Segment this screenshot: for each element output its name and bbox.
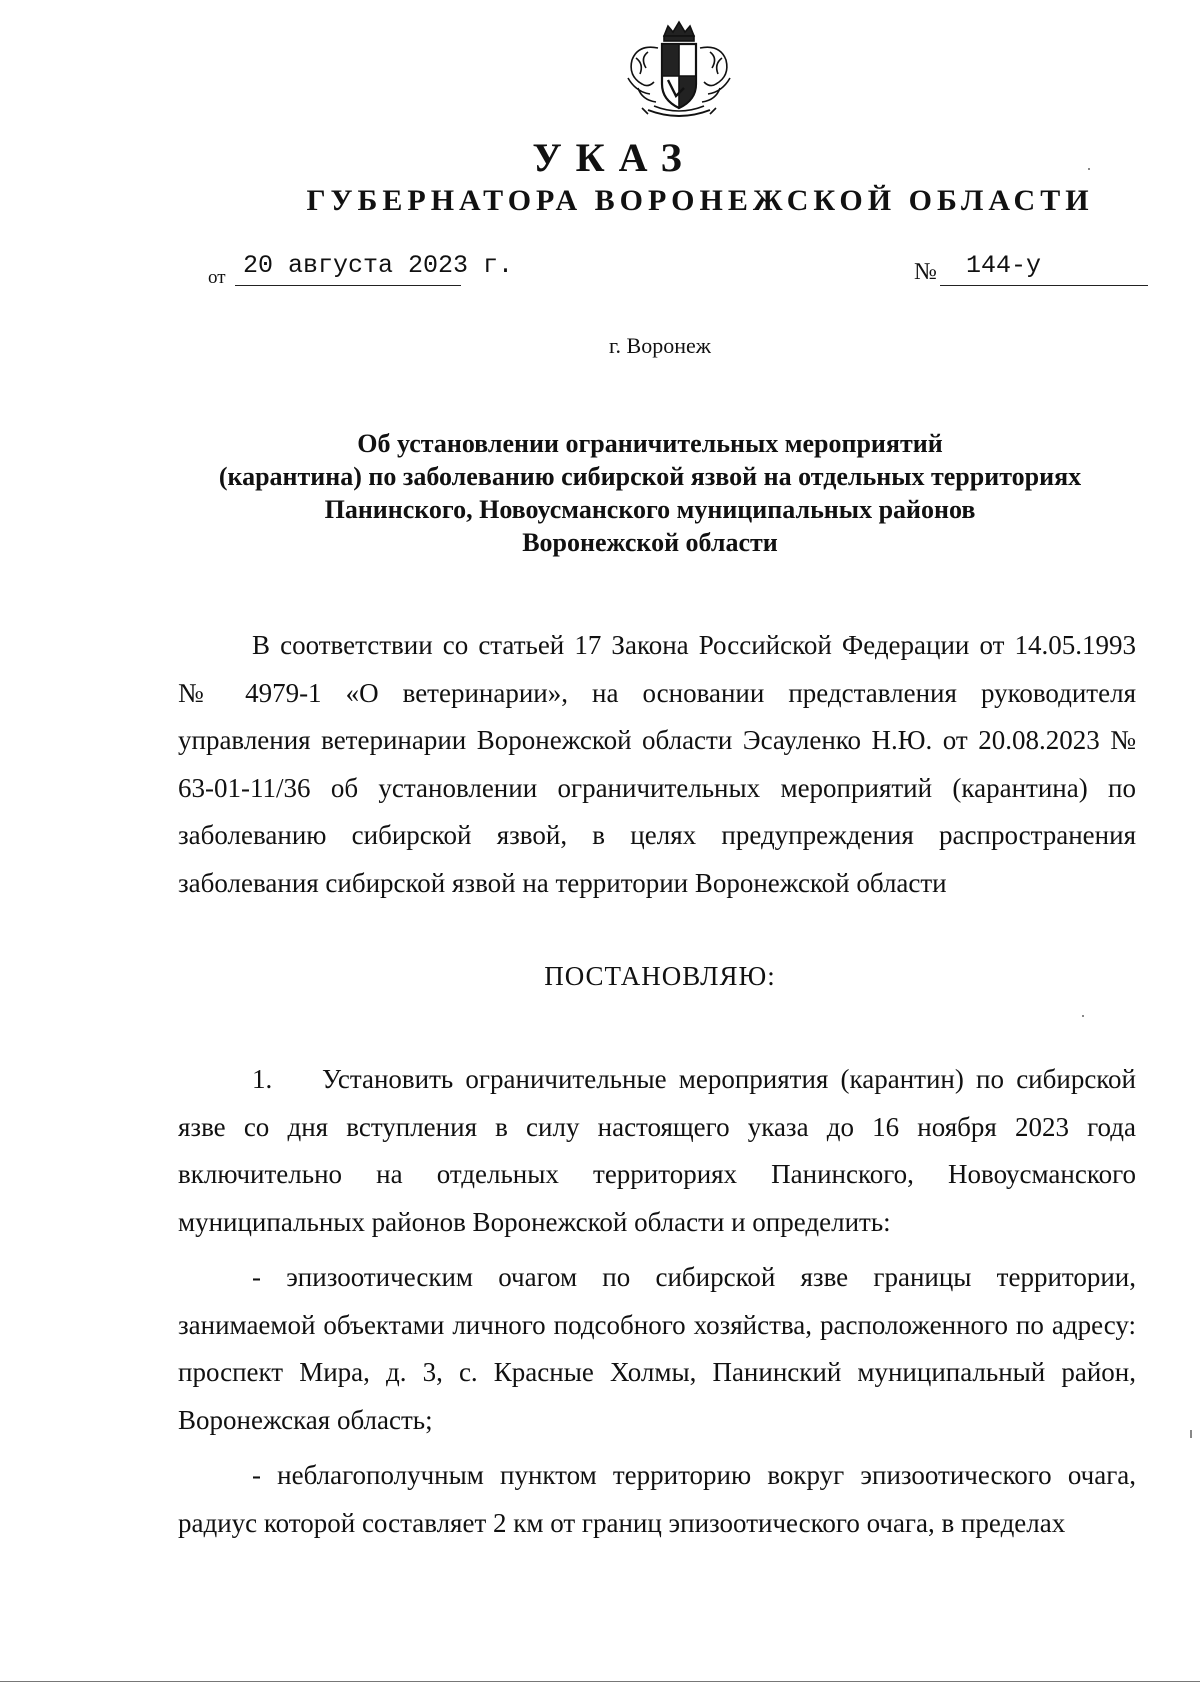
sub-item-paragraph: - эпизоотическим очагом по сибирской язве границы территории, занимаемой объектами личного подсобного хозяйства, расположенного по адресу: проспект Мира, д. 3, с. Красные Холмы, Панинский муниципальный район, Воронежская область; bbox=[178, 1262, 1136, 1435]
coat-of-arms-icon bbox=[618, 18, 740, 124]
number-underline bbox=[940, 285, 1148, 286]
preamble-paragraph: В соответствии со статьей 17 Закона Российской Федерации от 14.05.1993 № 4979-1 «О ветеринарии», на основании представления руководителя управления ветеринарии Воронежской области Эсауленко Н.Ю. от 20.08.2023 № 63-01-11/36 об установлении ограничительных мероприятий (карантина) по заболеванию сибирской язвой, в целях предупреждения распространения заболевания сибирской язвой на территории Воронежской области bbox=[178, 630, 1136, 898]
scan-speck bbox=[1190, 1430, 1192, 1438]
preamble-block bbox=[178, 622, 1136, 907]
date-field bbox=[208, 250, 514, 290]
city-line: г. Воронеж bbox=[609, 333, 711, 358]
number-value: 144-у bbox=[966, 251, 1042, 280]
item-1-paragraph bbox=[178, 1056, 1136, 1246]
date-prefix: от bbox=[208, 267, 226, 288]
items-block bbox=[178, 1056, 1136, 1547]
document-type-title: УКАЗ bbox=[532, 135, 696, 180]
date-underline bbox=[235, 285, 461, 286]
heading-line: Об установлении ограничительных мероприятий bbox=[357, 429, 943, 458]
decree-word: ПОСТАНОВЛЯЮ: bbox=[544, 961, 776, 991]
date-value: 20 августа 2023 г. bbox=[243, 251, 514, 280]
number-prefix: № bbox=[914, 259, 937, 285]
heading-line: Воронежской области bbox=[522, 528, 778, 557]
sub-item-paragraph: - неблагополучным пунктом территорию вокруг эпизоотического очага, радиус которой составляет 2 км от границ эпизоотического очага, в пределах bbox=[178, 1460, 1136, 1538]
document-heading bbox=[160, 427, 1140, 559]
item-1-number: 1. bbox=[252, 1064, 273, 1094]
issuer-title: ГУБЕРНАТОРА ВОРОНЕЖСКОЙ ОБЛАСТИ bbox=[306, 184, 1094, 217]
item-1-text: Установить ограничительные мероприятия (карантин) по сибирской язве со дня вступления в силу настоящего указа до 16 ноября 2023 года включительно на отдельных территориях Панинского, Новоусманского муниципальных районов Воронежской области и определить: bbox=[178, 1064, 1136, 1237]
scan-speck bbox=[1088, 168, 1090, 170]
heading-line: (карантина) по заболеванию сибирской язвой на отдельных территориях bbox=[218, 462, 1082, 491]
number-field bbox=[914, 250, 1154, 290]
page-edge-line bbox=[0, 1681, 1200, 1682]
scan-speck bbox=[1082, 1015, 1084, 1017]
heading-line: Панинского, Новоусманского муниципальных районов bbox=[324, 495, 976, 524]
